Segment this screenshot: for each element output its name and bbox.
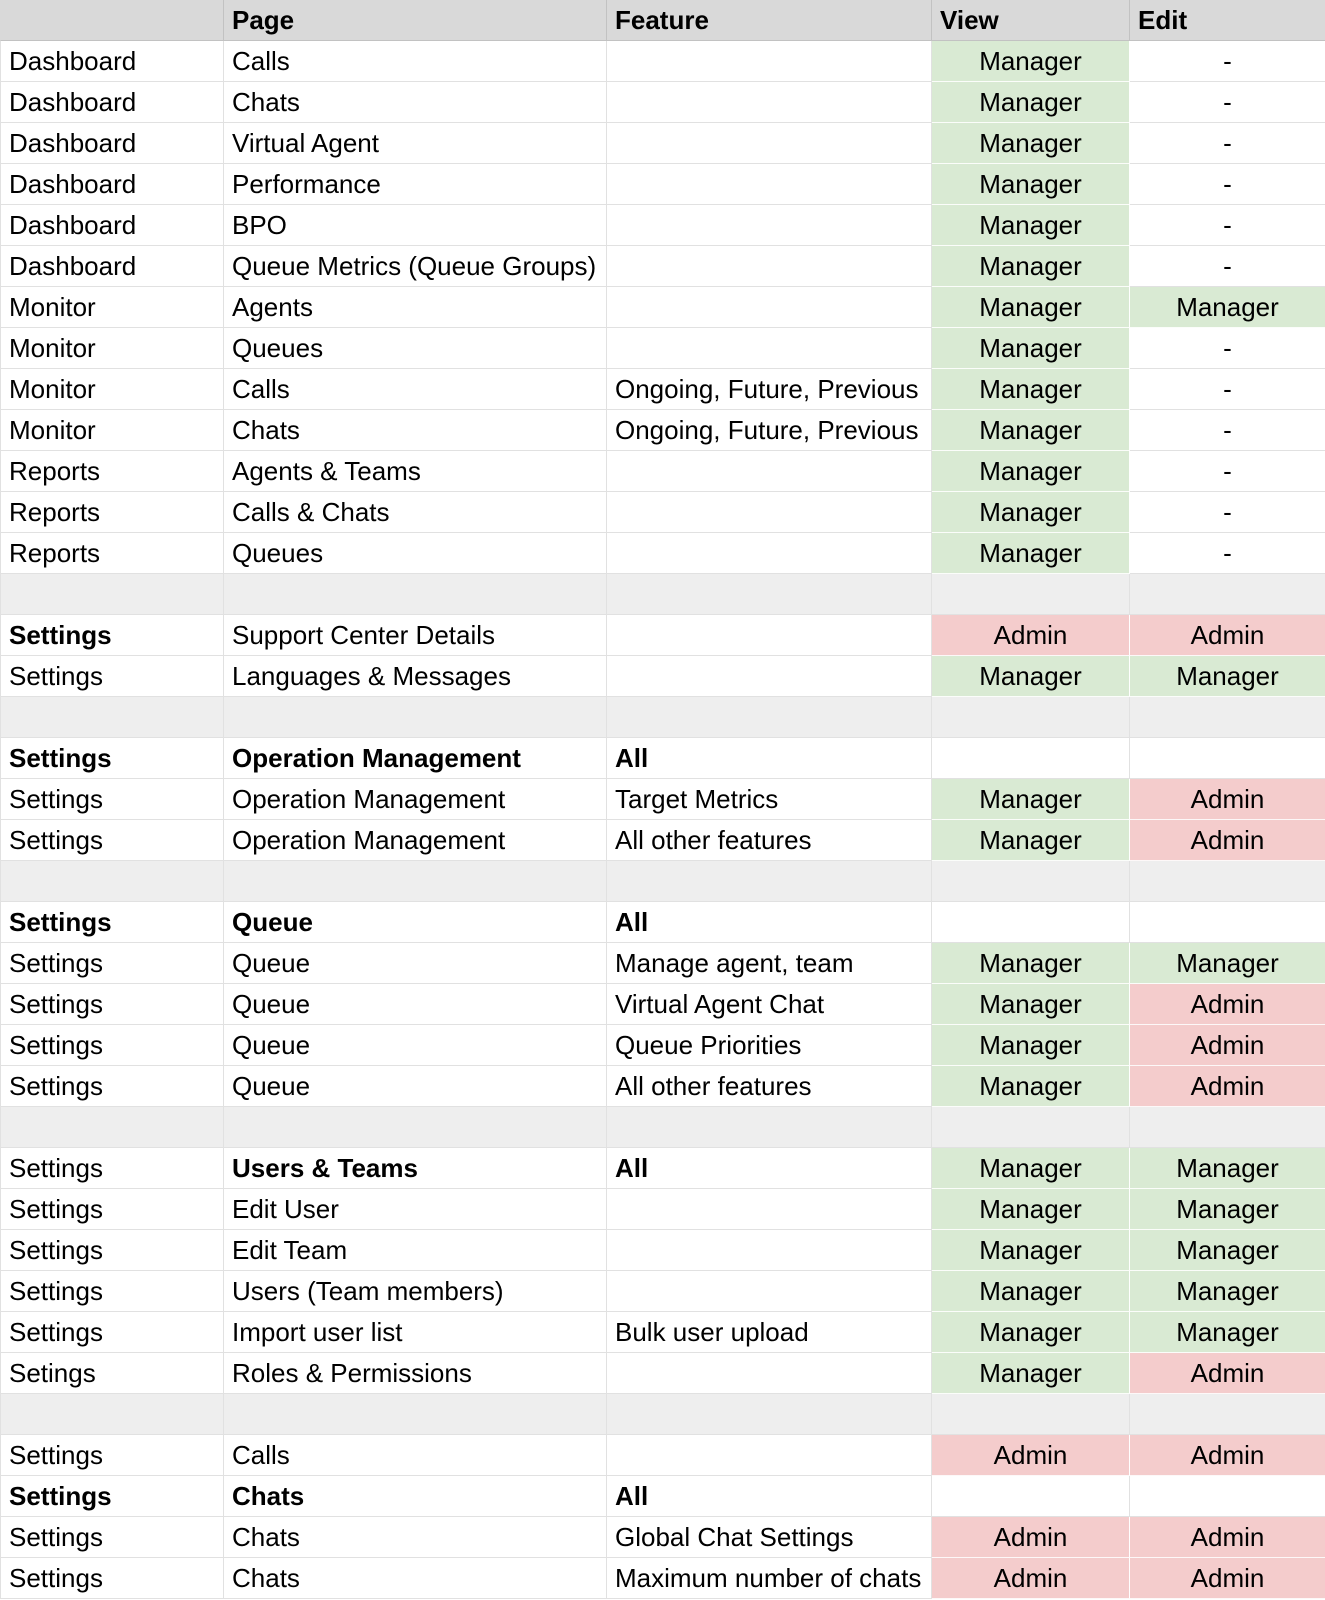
cell-edit[interactable]: -: [1130, 205, 1325, 246]
cell-page[interactable]: Users (Team members): [224, 1271, 607, 1312]
table-row: [0, 1353, 1325, 1394]
cell-view[interactable]: Manager: [932, 779, 1130, 820]
table-row: [0, 451, 1325, 492]
cell-page[interactable]: Virtual Agent: [224, 123, 607, 164]
cell-view[interactable]: Admin: [932, 1435, 1130, 1476]
cell-feature[interactable]: [607, 1394, 932, 1435]
table-row: [0, 287, 1325, 328]
cell-view[interactable]: Manager: [932, 287, 1130, 328]
cell-edit[interactable]: [1130, 697, 1325, 738]
spacer-row: [0, 574, 1325, 615]
cell-category[interactable]: Monitor: [0, 410, 224, 451]
cell-view[interactable]: Manager: [932, 451, 1130, 492]
cell-category[interactable]: [0, 861, 224, 902]
header-cell-edit[interactable]: Edit: [1130, 0, 1325, 41]
cell-page[interactable]: Calls & Chats: [224, 492, 607, 533]
cell-edit[interactable]: Admin: [1130, 1066, 1325, 1107]
cell-category[interactable]: Dashboard: [0, 164, 224, 205]
cell-feature[interactable]: All: [607, 738, 932, 779]
header-row: [0, 0, 1325, 41]
cell-feature[interactable]: All: [607, 1476, 932, 1517]
cell-category[interactable]: [0, 697, 224, 738]
table-row: [0, 1312, 1325, 1353]
cell-page[interactable]: Agents: [224, 287, 607, 328]
cell-category[interactable]: Settings: [0, 1558, 224, 1599]
cell-page[interactable]: Languages & Messages: [224, 656, 607, 697]
cell-category[interactable]: Settings: [0, 615, 224, 656]
cell-feature[interactable]: Virtual Agent Chat: [607, 984, 932, 1025]
cell-page[interactable]: [224, 697, 607, 738]
cell-view[interactable]: Manager: [932, 246, 1130, 287]
cell-edit[interactable]: [1130, 574, 1325, 615]
cell-feature[interactable]: All other features: [607, 820, 932, 861]
cell-view[interactable]: Manager: [932, 943, 1130, 984]
table-row: [0, 984, 1325, 1025]
cell-edit[interactable]: -: [1130, 369, 1325, 410]
cell-view[interactable]: [932, 738, 1130, 779]
cell-view[interactable]: [932, 861, 1130, 902]
cell-feature[interactable]: Manage agent, team: [607, 943, 932, 984]
cell-view[interactable]: Manager: [932, 656, 1130, 697]
cell-category[interactable]: Settings: [0, 902, 224, 943]
cell-category[interactable]: Monitor: [0, 369, 224, 410]
cell-view[interactable]: Admin: [932, 1517, 1130, 1558]
spacer-row: [0, 1107, 1325, 1148]
cell-feature[interactable]: [607, 1435, 932, 1476]
table-header: [0, 0, 1325, 41]
table-row: [0, 615, 1325, 656]
cell-view[interactable]: Manager: [932, 820, 1130, 861]
cell-page[interactable]: Queues: [224, 533, 607, 574]
cell-view[interactable]: Manager: [932, 164, 1130, 205]
cell-category[interactable]: Settings: [0, 1189, 224, 1230]
cell-view[interactable]: [932, 1107, 1130, 1148]
cell-page[interactable]: Edit Team: [224, 1230, 607, 1271]
cell-feature[interactable]: [607, 1107, 932, 1148]
table-row: [0, 1189, 1325, 1230]
cell-category[interactable]: Settings: [0, 1230, 224, 1271]
cell-edit[interactable]: Admin: [1130, 820, 1325, 861]
cell-category[interactable]: Settings: [0, 984, 224, 1025]
cell-edit[interactable]: Admin: [1130, 1517, 1325, 1558]
cell-feature[interactable]: Target Metrics: [607, 779, 932, 820]
cell-edit[interactable]: Manager: [1130, 287, 1325, 328]
cell-category[interactable]: Settings: [0, 1025, 224, 1066]
cell-category[interactable]: Reports: [0, 451, 224, 492]
cell-category[interactable]: Settings: [0, 1148, 224, 1189]
table-row: [0, 328, 1325, 369]
cell-feature[interactable]: [607, 1189, 932, 1230]
cell-page[interactable]: [224, 574, 607, 615]
cell-category[interactable]: [0, 574, 224, 615]
cell-edit[interactable]: -: [1130, 533, 1325, 574]
cell-category[interactable]: Dashboard: [0, 41, 224, 82]
cell-edit[interactable]: Manager: [1130, 943, 1325, 984]
cell-category[interactable]: Settings: [0, 738, 224, 779]
cell-edit[interactable]: Admin: [1130, 1435, 1325, 1476]
cell-page[interactable]: Queue: [224, 984, 607, 1025]
table-row: [0, 246, 1325, 287]
cell-edit[interactable]: -: [1130, 123, 1325, 164]
cell-view[interactable]: Manager: [932, 1230, 1130, 1271]
cell-feature[interactable]: Queue Priorities: [607, 1025, 932, 1066]
cell-page[interactable]: Chats: [224, 1558, 607, 1599]
table-row: [0, 123, 1325, 164]
cell-view[interactable]: Manager: [932, 41, 1130, 82]
cell-category[interactable]: Dashboard: [0, 123, 224, 164]
cell-page[interactable]: Operation Management: [224, 738, 607, 779]
cell-edit[interactable]: -: [1130, 492, 1325, 533]
cell-edit[interactable]: Admin: [1130, 984, 1325, 1025]
cell-page[interactable]: Operation Management: [224, 779, 607, 820]
cell-view[interactable]: Manager: [932, 328, 1130, 369]
cell-edit[interactable]: -: [1130, 246, 1325, 287]
cell-edit[interactable]: Manager: [1130, 1271, 1325, 1312]
cell-feature[interactable]: All other features: [607, 1066, 932, 1107]
spacer-row: [0, 861, 1325, 902]
cell-edit[interactable]: [1130, 1394, 1325, 1435]
cell-page[interactable]: Chats: [224, 1476, 607, 1517]
cell-category[interactable]: Settings: [0, 1476, 224, 1517]
table-row: [0, 82, 1325, 123]
cell-page[interactable]: Queue: [224, 902, 607, 943]
cell-edit[interactable]: [1130, 1107, 1325, 1148]
cell-edit[interactable]: [1130, 1476, 1325, 1517]
cell-category[interactable]: Settings: [0, 1435, 224, 1476]
cell-view[interactable]: Manager: [932, 984, 1130, 1025]
cell-feature[interactable]: [607, 533, 932, 574]
spacer-row: [0, 697, 1325, 738]
table-row: [0, 656, 1325, 697]
cell-view[interactable]: [932, 1476, 1130, 1517]
cell-page[interactable]: Chats: [224, 410, 607, 451]
table-row: [0, 1558, 1325, 1599]
cell-page[interactable]: Queue: [224, 1025, 607, 1066]
cell-category[interactable]: Settings: [0, 1066, 224, 1107]
table-row: [0, 41, 1325, 82]
cell-view[interactable]: Manager: [932, 82, 1130, 123]
cell-page[interactable]: BPO: [224, 205, 607, 246]
cell-view[interactable]: Manager: [932, 1312, 1130, 1353]
cell-page[interactable]: Calls: [224, 41, 607, 82]
cell-feature[interactable]: [607, 697, 932, 738]
cell-view[interactable]: Manager: [932, 205, 1130, 246]
cell-edit[interactable]: -: [1130, 164, 1325, 205]
cell-view[interactable]: Manager: [932, 1271, 1130, 1312]
cell-view[interactable]: Manager: [932, 410, 1130, 451]
cell-feature[interactable]: [607, 246, 932, 287]
cell-page[interactable]: [224, 861, 607, 902]
cell-category[interactable]: Dashboard: [0, 205, 224, 246]
cell-view[interactable]: Admin: [932, 615, 1130, 656]
cell-category[interactable]: Setings: [0, 1353, 224, 1394]
cell-edit[interactable]: Admin: [1130, 779, 1325, 820]
cell-edit[interactable]: -: [1130, 451, 1325, 492]
cell-page[interactable]: Operation Management: [224, 820, 607, 861]
cell-edit[interactable]: Admin: [1130, 1025, 1325, 1066]
cell-edit[interactable]: Manager: [1130, 656, 1325, 697]
cell-edit[interactable]: Manager: [1130, 1230, 1325, 1271]
cell-page[interactable]: Chats: [224, 1517, 607, 1558]
cell-feature[interactable]: Bulk user upload: [607, 1312, 932, 1353]
cell-feature[interactable]: [607, 861, 932, 902]
cell-edit[interactable]: Admin: [1130, 615, 1325, 656]
table-row: [0, 205, 1325, 246]
cell-edit[interactable]: -: [1130, 410, 1325, 451]
table-row: [0, 1476, 1325, 1517]
cell-feature[interactable]: Maximum number of chats: [607, 1558, 932, 1599]
cell-feature[interactable]: [607, 1230, 932, 1271]
cell-page[interactable]: Agents & Teams: [224, 451, 607, 492]
cell-page[interactable]: Queues: [224, 328, 607, 369]
cell-page[interactable]: Queue Metrics (Queue Groups): [224, 246, 607, 287]
table-row: [0, 1271, 1325, 1312]
cell-category[interactable]: Dashboard: [0, 246, 224, 287]
header-cell-view[interactable]: View: [932, 0, 1130, 41]
cell-view[interactable]: Manager: [932, 533, 1130, 574]
cell-view[interactable]: [932, 1394, 1130, 1435]
table-row: [0, 533, 1325, 574]
cell-page[interactable]: Users & Teams: [224, 1148, 607, 1189]
cell-page[interactable]: Chats: [224, 82, 607, 123]
cell-edit[interactable]: Manager: [1130, 1189, 1325, 1230]
cell-edit[interactable]: [1130, 738, 1325, 779]
cell-feature[interactable]: [607, 1353, 932, 1394]
cell-feature[interactable]: [607, 164, 932, 205]
cell-category[interactable]: Settings: [0, 1517, 224, 1558]
cell-view[interactable]: Manager: [932, 1148, 1130, 1189]
table-row: [0, 164, 1325, 205]
cell-edit[interactable]: Admin: [1130, 1558, 1325, 1599]
cell-feature[interactable]: [607, 287, 932, 328]
cell-feature[interactable]: Ongoing, Future, Previous: [607, 410, 932, 451]
cell-page[interactable]: Import user list: [224, 1312, 607, 1353]
cell-category[interactable]: [0, 1107, 224, 1148]
table-row: [0, 1148, 1325, 1189]
cell-view[interactable]: Manager: [932, 1066, 1130, 1107]
cell-feature[interactable]: All: [607, 1148, 932, 1189]
cell-edit[interactable]: Manager: [1130, 1148, 1325, 1189]
cell-category[interactable]: [0, 1394, 224, 1435]
cell-feature[interactable]: [607, 1271, 932, 1312]
cell-feature[interactable]: [607, 328, 932, 369]
cell-category[interactable]: Reports: [0, 533, 224, 574]
header-cell-feature[interactable]: Feature: [607, 0, 932, 41]
cell-edit[interactable]: Manager: [1130, 1312, 1325, 1353]
header-cell-page[interactable]: Page: [224, 0, 607, 41]
cell-feature[interactable]: [607, 41, 932, 82]
table-row: [0, 902, 1325, 943]
cell-page[interactable]: Calls: [224, 1435, 607, 1476]
cell-view[interactable]: Manager: [932, 1025, 1130, 1066]
cell-page[interactable]: Queue: [224, 943, 607, 984]
cell-page[interactable]: Queue: [224, 1066, 607, 1107]
cell-view[interactable]: Manager: [932, 369, 1130, 410]
header-cell-category[interactable]: [0, 0, 224, 41]
cell-category[interactable]: Settings: [0, 943, 224, 984]
cell-view[interactable]: [932, 697, 1130, 738]
cell-feature[interactable]: [607, 82, 932, 123]
cell-page[interactable]: Performance: [224, 164, 607, 205]
cell-category[interactable]: Settings: [0, 656, 224, 697]
cell-category[interactable]: Settings: [0, 1271, 224, 1312]
cell-feature[interactable]: [607, 615, 932, 656]
table-row: [0, 410, 1325, 451]
cell-category[interactable]: Monitor: [0, 287, 224, 328]
cell-feature[interactable]: [607, 123, 932, 164]
cell-category[interactable]: Settings: [0, 820, 224, 861]
cell-view[interactable]: Manager: [932, 123, 1130, 164]
cell-page[interactable]: Edit User: [224, 1189, 607, 1230]
table-row: [0, 1230, 1325, 1271]
table-row: [0, 820, 1325, 861]
cell-view[interactable]: Manager: [932, 1189, 1130, 1230]
cell-feature[interactable]: All: [607, 902, 932, 943]
cell-category[interactable]: Reports: [0, 492, 224, 533]
table-row: [0, 492, 1325, 533]
cell-feature[interactable]: Global Chat Settings: [607, 1517, 932, 1558]
table-row: [0, 1435, 1325, 1476]
table-row: [0, 1517, 1325, 1558]
table-row: [0, 369, 1325, 410]
cell-category[interactable]: Monitor: [0, 328, 224, 369]
cell-view[interactable]: Manager: [932, 1353, 1130, 1394]
cell-view[interactable]: [932, 902, 1130, 943]
table-row: [0, 779, 1325, 820]
cell-edit[interactable]: -: [1130, 328, 1325, 369]
cell-feature[interactable]: [607, 492, 932, 533]
cell-page[interactable]: [224, 1394, 607, 1435]
cell-edit[interactable]: Admin: [1130, 1353, 1325, 1394]
cell-feature[interactable]: [607, 451, 932, 492]
cell-edit[interactable]: [1130, 902, 1325, 943]
cell-page[interactable]: Roles & Permissions: [224, 1353, 607, 1394]
cell-page[interactable]: Support Center Details: [224, 615, 607, 656]
cell-view[interactable]: Admin: [932, 1558, 1130, 1599]
spacer-row: [0, 1394, 1325, 1435]
cell-feature[interactable]: Ongoing, Future, Previous: [607, 369, 932, 410]
table-row: [0, 943, 1325, 984]
cell-view[interactable]: Manager: [932, 492, 1130, 533]
cell-category[interactable]: Settings: [0, 1312, 224, 1353]
cell-feature[interactable]: [607, 574, 932, 615]
cell-edit[interactable]: -: [1130, 41, 1325, 82]
table-row: [0, 1025, 1325, 1066]
cell-edit[interactable]: -: [1130, 82, 1325, 123]
cell-page[interactable]: [224, 1107, 607, 1148]
cell-edit[interactable]: [1130, 861, 1325, 902]
table-row: [0, 1066, 1325, 1107]
cell-view[interactable]: [932, 574, 1130, 615]
cell-category[interactable]: Dashboard: [0, 82, 224, 123]
table-row: [0, 738, 1325, 779]
cell-feature[interactable]: [607, 656, 932, 697]
cell-page[interactable]: Calls: [224, 369, 607, 410]
cell-feature[interactable]: [607, 205, 932, 246]
table-body: [0, 41, 1325, 1599]
cell-category[interactable]: Settings: [0, 779, 224, 820]
